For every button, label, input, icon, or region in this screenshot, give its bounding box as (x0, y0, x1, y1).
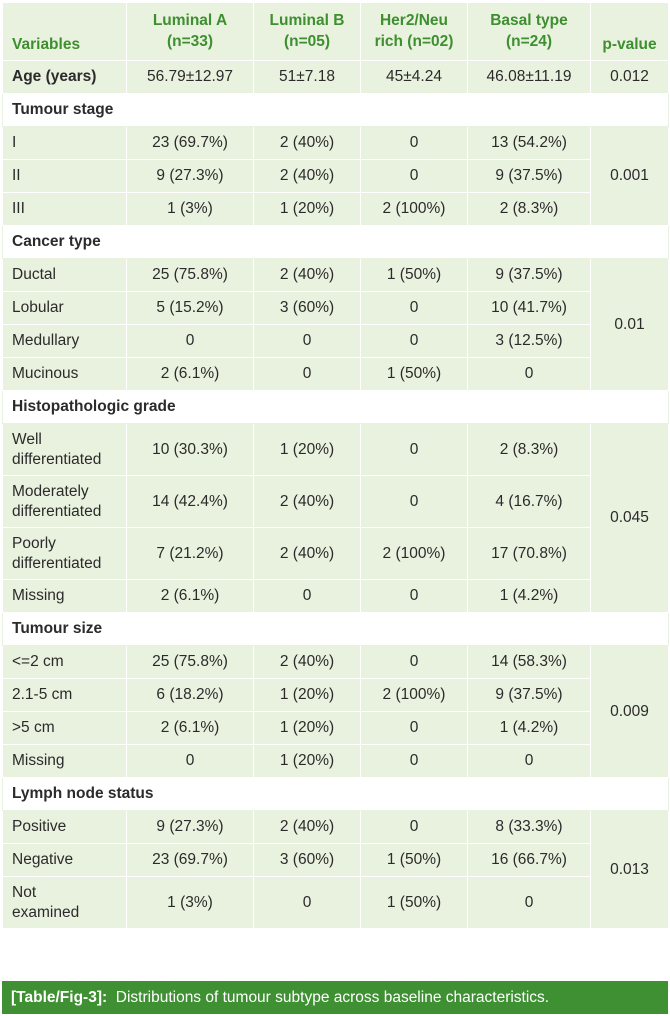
table-row (3, 811, 669, 844)
cell-luminal-b: 1 (20%) (254, 193, 361, 226)
cell-her2: 0 (361, 127, 468, 160)
cell-pvalue: 0.012 (591, 61, 669, 94)
cell-basal: 0 (468, 877, 591, 929)
section-header-row (3, 613, 669, 646)
row-label: >5 cm (3, 712, 127, 745)
section-header-row (3, 226, 669, 259)
row-label: III (3, 193, 127, 226)
cell-luminal-b: 2 (40%) (254, 160, 361, 193)
row-label: Ductal (3, 259, 127, 292)
table-row (3, 580, 669, 613)
table-row (3, 127, 669, 160)
cell-luminal-a: 0 (127, 745, 254, 778)
cell-luminal-b: 3 (60%) (254, 292, 361, 325)
cell-luminal-a: 23 (69.7%) (127, 127, 254, 160)
table-row (3, 292, 669, 325)
row-label: Mucinous (3, 358, 127, 391)
cell-basal: 0 (468, 745, 591, 778)
cell-luminal-b: 1 (20%) (254, 679, 361, 712)
row-label: Age (years) (3, 61, 127, 94)
table-row (3, 160, 669, 193)
cell-her2: 1 (50%) (361, 877, 468, 929)
cell-basal: 13 (54.2%) (468, 127, 591, 160)
row-label: Moderately differentiated (3, 476, 127, 528)
header-variables: Variables (3, 3, 127, 61)
cell-basal: 1 (4.2%) (468, 712, 591, 745)
row-label: <=2 cm (3, 646, 127, 679)
cell-luminal-a: 2 (6.1%) (127, 712, 254, 745)
row-label: Medullary (3, 325, 127, 358)
cell-luminal-a: 7 (21.2%) (127, 528, 254, 580)
table-row (3, 745, 669, 778)
cell-luminal-b: 2 (40%) (254, 476, 361, 528)
table-row (3, 193, 669, 226)
cell-her2: 0 (361, 292, 468, 325)
row-label: Negative (3, 844, 127, 877)
cell-basal: 9 (37.5%) (468, 259, 591, 292)
table-row (3, 679, 669, 712)
data-table (2, 2, 669, 929)
row-label: Missing (3, 580, 127, 613)
cell-luminal-b: 2 (40%) (254, 127, 361, 160)
header-row (3, 3, 669, 61)
cell-basal: 46.08±11.19 (468, 61, 591, 94)
cell-basal: 2 (8.3%) (468, 193, 591, 226)
caption-text: Distributions of tumour subtype across baseline characteristics. (115, 989, 550, 1006)
cell-basal: 2 (8.3%) (468, 424, 591, 476)
table-row (3, 712, 669, 745)
cell-her2: 1 (50%) (361, 259, 468, 292)
table-row (3, 877, 669, 929)
row-label: Lobular (3, 292, 127, 325)
cell-pvalue: 0.001 (591, 127, 669, 226)
cell-luminal-a: 25 (75.8%) (127, 259, 254, 292)
cell-her2: 0 (361, 811, 468, 844)
cell-luminal-b: 0 (254, 325, 361, 358)
cell-luminal-b: 2 (40%) (254, 646, 361, 679)
cell-luminal-b: 0 (254, 877, 361, 929)
table-row (3, 528, 669, 580)
cell-her2: 45±4.24 (361, 61, 468, 94)
cell-luminal-b: 0 (254, 358, 361, 391)
cell-luminal-b: 1 (20%) (254, 712, 361, 745)
cell-pvalue: 0.01 (591, 259, 669, 391)
row-label: Poorly differentiated (3, 528, 127, 580)
cell-her2: 0 (361, 476, 468, 528)
header-luminal-a: Luminal A (n=33) (127, 3, 254, 61)
cell-luminal-a: 23 (69.7%) (127, 844, 254, 877)
section-header-row (3, 391, 669, 424)
cell-pvalue: 0.013 (591, 811, 669, 929)
cell-basal: 16 (66.7%) (468, 844, 591, 877)
cell-basal: 9 (37.5%) (468, 679, 591, 712)
cell-her2: 2 (100%) (361, 193, 468, 226)
header-basal: Basal type (n=24) (468, 3, 591, 61)
header-luminal-b: Luminal B (n=05) (254, 3, 361, 61)
table-row (3, 259, 669, 292)
section-title: Tumour stage (3, 94, 669, 127)
row-label: Missing (3, 745, 127, 778)
cell-pvalue: 0.009 (591, 646, 669, 778)
cell-luminal-a: 6 (18.2%) (127, 679, 254, 712)
cell-her2: 0 (361, 160, 468, 193)
section-header-row (3, 94, 669, 127)
caption-ref: [Table/Fig-3]: (11, 989, 108, 1006)
row-label: Well differentiated (3, 424, 127, 476)
table-caption (2, 981, 668, 1014)
cell-basal: 8 (33.3%) (468, 811, 591, 844)
cell-basal: 10 (41.7%) (468, 292, 591, 325)
cell-her2: 0 (361, 745, 468, 778)
cell-luminal-a: 2 (6.1%) (127, 358, 254, 391)
cell-her2: 0 (361, 712, 468, 745)
cell-luminal-b: 3 (60%) (254, 844, 361, 877)
cell-luminal-a: 1 (3%) (127, 193, 254, 226)
cell-luminal-b: 2 (40%) (254, 259, 361, 292)
row-label: II (3, 160, 127, 193)
table-row (3, 844, 669, 877)
cell-basal: 3 (12.5%) (468, 325, 591, 358)
cell-her2: 0 (361, 646, 468, 679)
cell-basal: 17 (70.8%) (468, 528, 591, 580)
section-title: Histopathologic grade (3, 391, 669, 424)
cell-luminal-a: 0 (127, 325, 254, 358)
section-title: Tumour size (3, 613, 669, 646)
row-label: I (3, 127, 127, 160)
section-title: Lymph node status (3, 778, 669, 811)
cell-her2: 0 (361, 424, 468, 476)
table-row (3, 424, 669, 476)
cell-luminal-b: 2 (40%) (254, 811, 361, 844)
table-row (3, 325, 669, 358)
cell-luminal-b: 1 (20%) (254, 424, 361, 476)
cell-basal: 14 (58.3%) (468, 646, 591, 679)
table-row (3, 476, 669, 528)
cell-luminal-a: 5 (15.2%) (127, 292, 254, 325)
row-label: Not examined (3, 877, 127, 929)
section-title: Cancer type (3, 226, 669, 259)
table-row (3, 358, 669, 391)
table-row (3, 646, 669, 679)
cell-her2: 0 (361, 580, 468, 613)
cell-her2: 2 (100%) (361, 528, 468, 580)
cell-luminal-a: 9 (27.3%) (127, 160, 254, 193)
cell-basal: 4 (16.7%) (468, 476, 591, 528)
header-her2: Her2/Neu rich (n=02) (361, 3, 468, 61)
cell-luminal-a: 9 (27.3%) (127, 811, 254, 844)
cell-luminal-a: 2 (6.1%) (127, 580, 254, 613)
cell-basal: 9 (37.5%) (468, 160, 591, 193)
age-row (3, 61, 669, 94)
cell-luminal-b: 1 (20%) (254, 745, 361, 778)
cell-luminal-a: 56.79±12.97 (127, 61, 254, 94)
cell-luminal-b: 0 (254, 580, 361, 613)
cell-her2: 1 (50%) (361, 358, 468, 391)
row-label: Positive (3, 811, 127, 844)
cell-pvalue: 0.045 (591, 424, 669, 613)
cell-luminal-a: 14 (42.4%) (127, 476, 254, 528)
cell-her2: 1 (50%) (361, 844, 468, 877)
section-header-row (3, 778, 669, 811)
cell-basal: 1 (4.2%) (468, 580, 591, 613)
cell-luminal-a: 10 (30.3%) (127, 424, 254, 476)
cell-luminal-a: 25 (75.8%) (127, 646, 254, 679)
cell-luminal-b: 2 (40%) (254, 528, 361, 580)
row-label: 2.1-5 cm (3, 679, 127, 712)
cell-her2: 0 (361, 325, 468, 358)
cell-luminal-b: 51±7.18 (254, 61, 361, 94)
cell-her2: 2 (100%) (361, 679, 468, 712)
header-pvalue: p-value (591, 3, 669, 61)
cell-basal: 0 (468, 358, 591, 391)
cell-luminal-a: 1 (3%) (127, 877, 254, 929)
